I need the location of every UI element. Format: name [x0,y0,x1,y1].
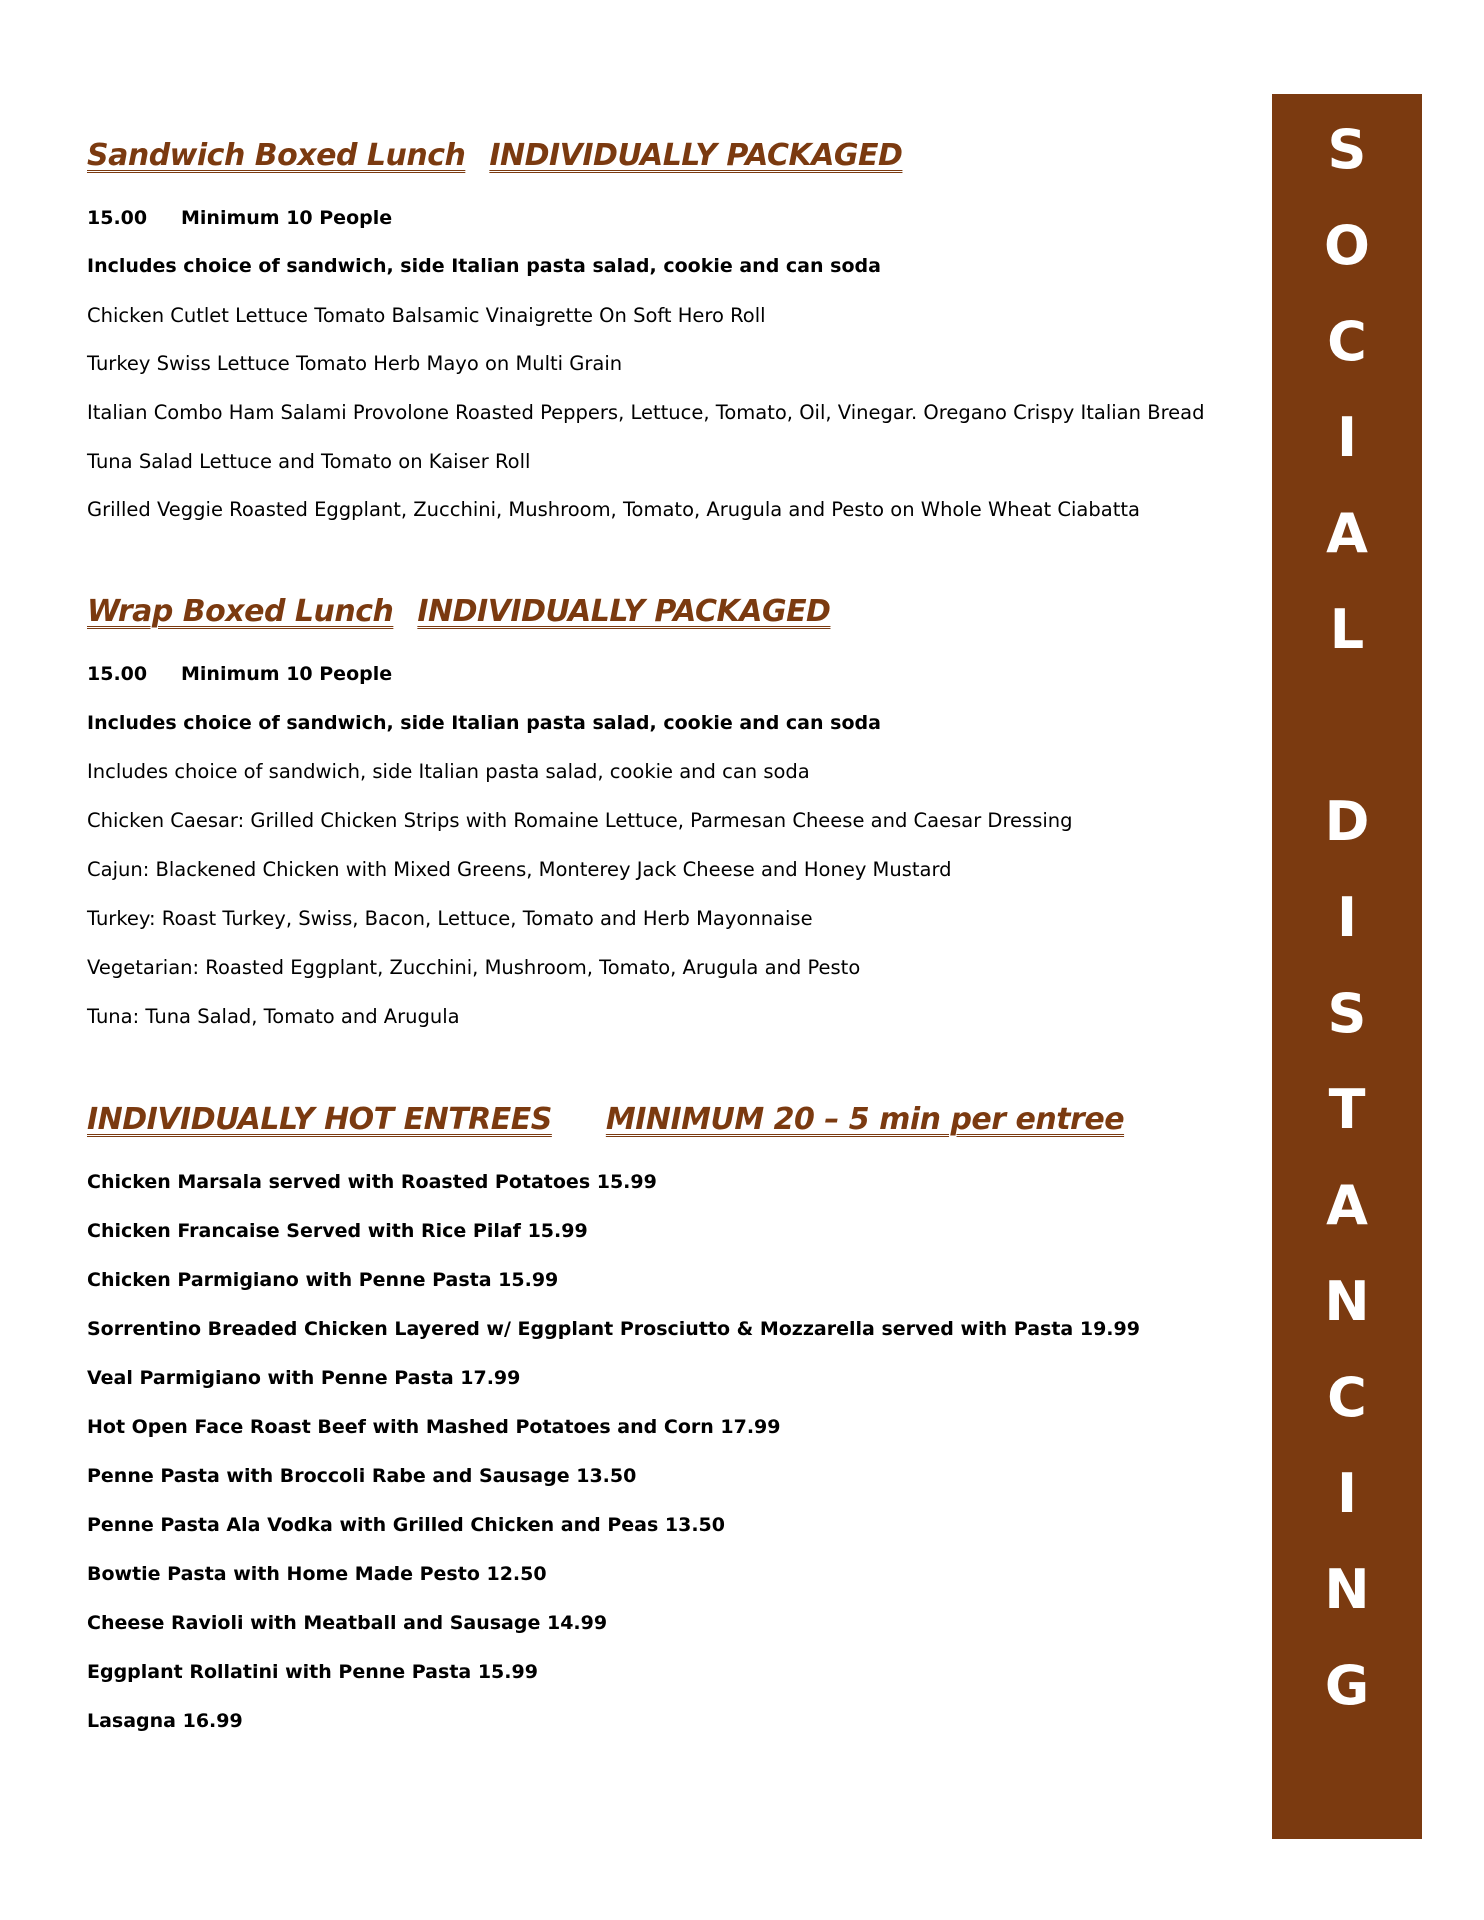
hot-entree-item: Hot Open Face Roast Beef with Mashed Potatoes and Corn 17.99 [87,1416,781,1438]
wrap-item: Chicken Caesar: Grilled Chicken Strips with Romaine Lettuce, Parmesan Cheese and Caesar Dressing [87,809,1073,832]
sandwich-item: Chicken Cutlet Lettuce Tomato Balsamic Vinaigrette On Soft Hero Roll [87,304,766,327]
wrap-item: Cajun: Blackened Chicken with Mixed Greens, Monterey Jack Cheese and Honey Mustard [87,858,952,881]
hot-entree-item: Bowtie Pasta with Home Made Pesto 12.50 [87,1563,547,1585]
banner-letter: I [1336,886,1358,949]
wrap-section-heading [87,594,830,629]
banner-letter: N [1324,1270,1370,1333]
banner-letter: I [1336,406,1358,469]
banner-letter: D [1324,790,1370,853]
wrap-section-title: Wrap Boxed Lunch [87,594,394,629]
banner-letter: A [1326,1174,1368,1237]
sandwich-item: Turkey Swiss Lettuce Tomato Herb Mayo on Multi Grain [87,352,623,375]
wrap-item: Vegetarian: Roasted Eggplant, Zucchini, Mushroom, Tomato, Arugula and Pesto [87,956,861,979]
hot-entree-item: Cheese Ravioli with Meatball and Sausage 14.99 [87,1612,608,1634]
sandwich-price: 15.00 [87,207,148,229]
banner-letter: L [1329,598,1365,661]
hot-section-heading [87,1102,1124,1137]
hot-section-tag: MINIMUM 20 – 5 min per entree [605,1102,1125,1137]
hot-section-title: INDIVIDUALLY HOT ENTREES [87,1102,552,1137]
hot-entree-item: Veal Parmigiano with Penne Pasta 17.99 [87,1367,521,1389]
hot-entree-item: Chicken Marsala served with Roasted Potatoes 15.99 [87,1171,657,1193]
sandwich-price-row [87,206,392,230]
wrap-includes: Includes choice of sandwich, side Italian pasta salad, cookie and can soda [87,712,881,734]
wrap-minimum: Minimum 10 People [181,663,393,685]
banner-letter: C [1327,310,1367,373]
sandwich-section-tag: INDIVIDUALLY PACKAGED [489,138,903,173]
social-distancing-banner [1272,94,1422,1839]
hot-entree-item: Chicken Francaise Served with Rice Pilaf 15.99 [87,1220,588,1242]
wrap-item: Tuna: Tuna Salad, Tomato and Arugula [87,1005,460,1028]
hot-entree-item: Penne Pasta Ala Vodka with Grilled Chicken and Peas 13.50 [87,1514,725,1536]
banner-letter: A [1326,502,1368,565]
sandwich-item: Tuna Salad Lettuce and Tomato on Kaiser Roll [87,450,531,473]
sandwich-section-heading [87,138,902,173]
sandwich-item: Grilled Veggie Roasted Eggplant, Zucchini, Mushroom, Tomato, Arugula and Pesto on Whole Wheat Ciabatta [87,498,1140,521]
sandwich-includes: Includes choice of sandwich, side Italian pasta salad, cookie and can soda [87,255,881,277]
sandwich-minimum: Minimum 10 People [181,207,393,229]
banner-letter: G [1324,1654,1370,1717]
wrap-price-row [87,662,392,686]
banner-letter: S [1327,982,1367,1045]
hot-entree-item: Sorrentino Breaded Chicken Layered w/ Eggplant Prosciutto & Mozzarella served with Pasta 19.99 [87,1318,1140,1340]
banner-letter: I [1336,1462,1358,1525]
hot-entree-item: Chicken Parmigiano with Penne Pasta 15.99 [87,1269,559,1291]
banner-letter: S [1327,118,1367,181]
hot-entree-item: Eggplant Rollatini with Penne Pasta 15.99 [87,1661,538,1683]
hot-entree-item: Lasagna 16.99 [87,1710,243,1732]
hot-entree-item: Penne Pasta with Broccoli Rabe and Sausage 13.50 [87,1465,637,1487]
wrap-section-tag: INDIVIDUALLY PACKAGED [417,594,831,629]
sandwich-item: Italian Combo Ham Salami Provolone Roasted Peppers, Lettuce, Tomato, Oil, Vinegar. Oregano Crispy Italian Bread [87,401,1205,424]
wrap-item: Includes choice of sandwich, side Italian pasta salad, cookie and can soda [87,760,810,783]
wrap-item: Turkey: Roast Turkey, Swiss, Bacon, Lettuce, Tomato and Herb Mayonnaise [87,907,813,930]
sandwich-section-title: Sandwich Boxed Lunch [87,138,466,173]
banner-letter: T [1328,1078,1366,1141]
banner-letter: N [1324,1558,1370,1621]
wrap-price: 15.00 [87,663,148,685]
banner-letter: O [1324,214,1370,277]
banner-letter: C [1327,1366,1367,1429]
